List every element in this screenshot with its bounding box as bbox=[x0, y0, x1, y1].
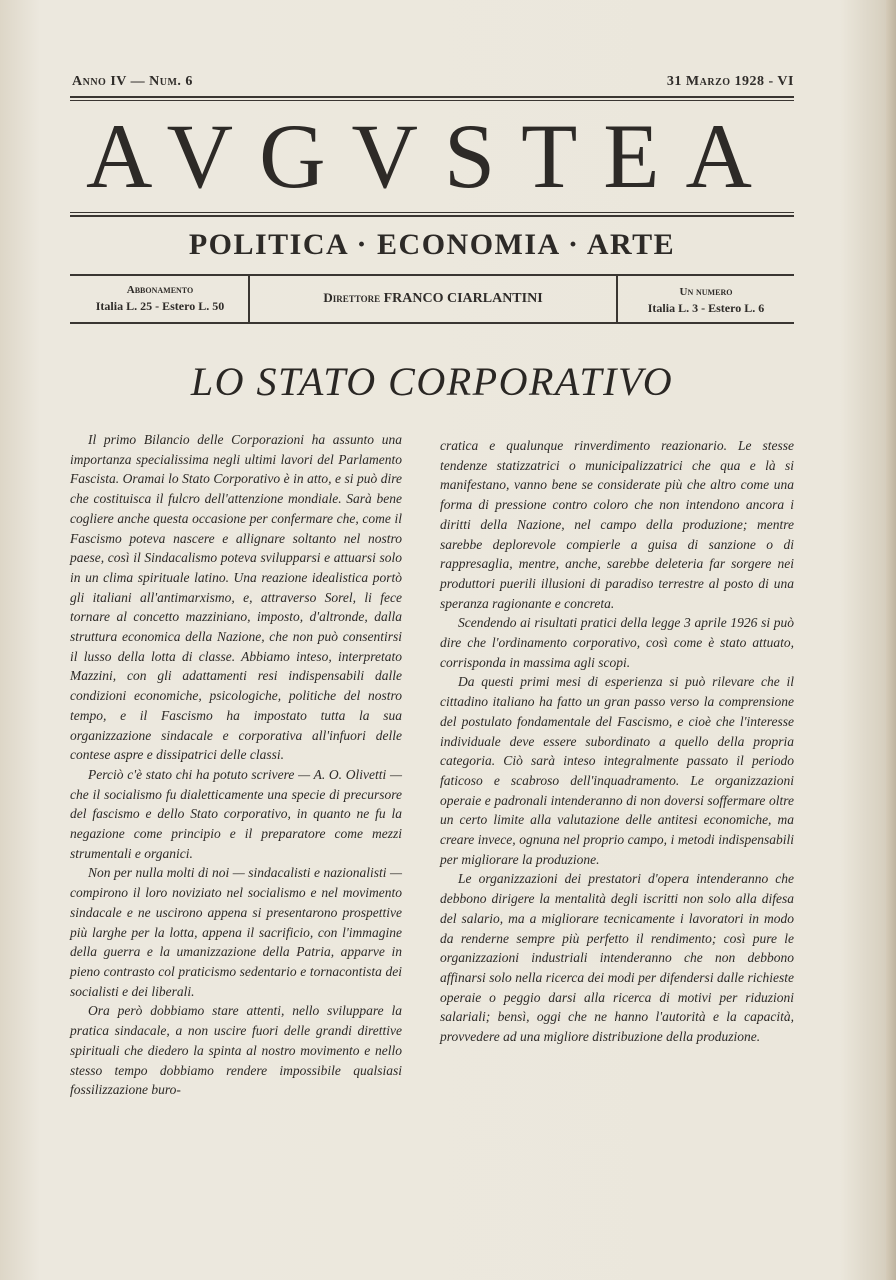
director-box bbox=[250, 290, 616, 307]
masthead-rule bbox=[70, 212, 794, 213]
issue-number: Anno IV — Num. 6 bbox=[72, 74, 193, 89]
paragraph-continued: cratica e qualunque rinverdimento reazionario. Le stesse tendenze statizzatrici o municipalizzatrici che qua e là si manifestano, vanno bene se considerate più che altro come una forma di pressione contro coloro che non intendono ancora i diritti della Nazione, nel campo della produzione; mentre sarebbe deplorevole compierle a guisa di sanzione o di rappresaglia, mentre, anche, sarebbe deleteria far sorgere nei produttori puerili illusioni di paradiso terrestre al posto di una speranza ragionante e concreta. bbox=[440, 438, 794, 611]
director-name: FRANCO CIARLANTINI bbox=[383, 291, 543, 306]
subscription-label: Abbonamento bbox=[126, 284, 194, 296]
paragraph: Non per nulla molti di noi — sindacalisti e nazionalisti — compirono il loro noviziato nel socialismo e nel movimento sindacale e ne uscirono appena si presentarono prospettive più larghe per la lotta, appena il sacrificio, con l'immagine della guerra e la umanizzazione della Patria, apparve in pieno contrasto col praticismo sedentario e tornacontista dei socialisti e dei liberali. bbox=[70, 865, 402, 999]
paragraph: Le organizzazioni dei prestatori d'opera intenderanno che debbono dirigere la mentalità degli iscritti non solo alla difesa del salario, ma a migliorare tecnicamente i lavoratori in modo da renderne sempre più perfetto il rendimento; così pure le organizzazioni industriali intenderanno che non debbono affinarsi solo nella ricerca dei modi per difendersi dalle richieste operaie o peggio darsi alla ricerca di motivi per riduzioni salariali; bensì, oggi che ne hanno l'autorità e la capacità, provvedere ad una migliore distribuzione della produzione. bbox=[440, 871, 794, 1045]
subscription-prices: Italia L. 25 - Estero L. 50 bbox=[95, 299, 225, 313]
masthead-title: AVGVSTEA bbox=[86, 105, 778, 207]
paragraph: Da questi primi mesi di esperienza si può rilevare che il cittadino italiano ha fatto un gran passo verso la comprensione del postulato fondamentale del Fascismo, e cioè che l'interesse individuale deve essere subordinato a quello della propria categoria. Ciò sarà inteso integralmente passato il periodo faticoso e scabroso dell'inquadramento. Le organizzazioni operaie e padronali intenderanno di non doversi soffermare oltre un certo limite alla valutazione delle antitesi economiche, ma creare invece, ognuna nel proprio campo, i metodi indispensabili per migliorare la produzione. bbox=[440, 674, 794, 867]
single-issue-label: Un numero bbox=[679, 286, 733, 298]
subscription-box bbox=[72, 282, 248, 314]
single-issue-prices: Italia L. 3 - Estero L. 6 bbox=[647, 301, 765, 315]
paragraph: Perciò c'è stato chi ha potuto scrivere — A. O. Olivetti — che il socialismo fu dialetticamente una specie di precursore del fascismo e dello Stato corporativo, in quanto ne fu la negazione come principio e il preparatore come mezzi strumentali e organici. bbox=[70, 766, 402, 861]
article-column-left bbox=[70, 430, 402, 1100]
info-bar bbox=[70, 274, 794, 324]
issue-date: 31 Marzo 1928 - VI bbox=[666, 74, 794, 89]
issue-line bbox=[72, 74, 794, 94]
article-title: LO STATO CORPORATIVO bbox=[190, 359, 674, 404]
paragraph: Ora però dobbiamo stare attenti, nello sviluppare la pratica sindacale, a non uscire fuori delle grandi direttive spirituali che diedero la spinta al nostro movimento e nello stesso tempo dobbiamo rendere impossibile qualsiasi fossilizzazione buro- bbox=[70, 1003, 402, 1098]
paragraph: Il primo Bilancio delle Corporazioni ha assunto una importanza specialissima negli ultimi lavori del Parlamento Fascista. Oramai lo Stato Corporativo è in atto, e si può dire che costituisca il fulcro dell'attenzione mondiale. Sarà bene cogliere anche questa occasione per confermare che, come il Fascismo poteva nascere e allignare soltanto nel nostro paese, così il Sindacalismo poteva svilupparsi e attuarsi solo in un clima spirituale latino. Una reazione idealistica portò gli italiani all'antimarxismo, e, attraverso Sorel, li fece tornare al concetto mazziniano, imposto, d'altronde, dalla struttura economica della Nazione, che non può consentirsi il lusso della lotta di classe. Abbiamo inteso, interpretato Mazzini, con gli adattamenti resi indispensabili dalle condizioni economiche, psicologiche, politiche del nostro tempo, e il Fascismo ha impostato tutta la sua organizzazione sindacale e corporativa all'infuori delle contese aspre e dissipatrici delle classi. bbox=[70, 432, 402, 763]
top-rule-thin bbox=[70, 100, 794, 101]
page-edge bbox=[886, 0, 896, 1280]
subtitle: POLITICA · ECONOMIA · ARTE bbox=[188, 228, 676, 261]
article-column-right bbox=[440, 436, 794, 1047]
single-issue-box bbox=[618, 284, 794, 316]
top-rule bbox=[70, 96, 794, 98]
masthead-rule-thick bbox=[70, 215, 794, 217]
director-label: Direttore bbox=[323, 290, 381, 305]
paragraph: Scendendo ai risultati pratici della legge 3 aprile 1926 si può dire che l'ordinamento corporativo, così come è stato attuato, corrisponda in massima agli scopi. bbox=[440, 615, 794, 670]
